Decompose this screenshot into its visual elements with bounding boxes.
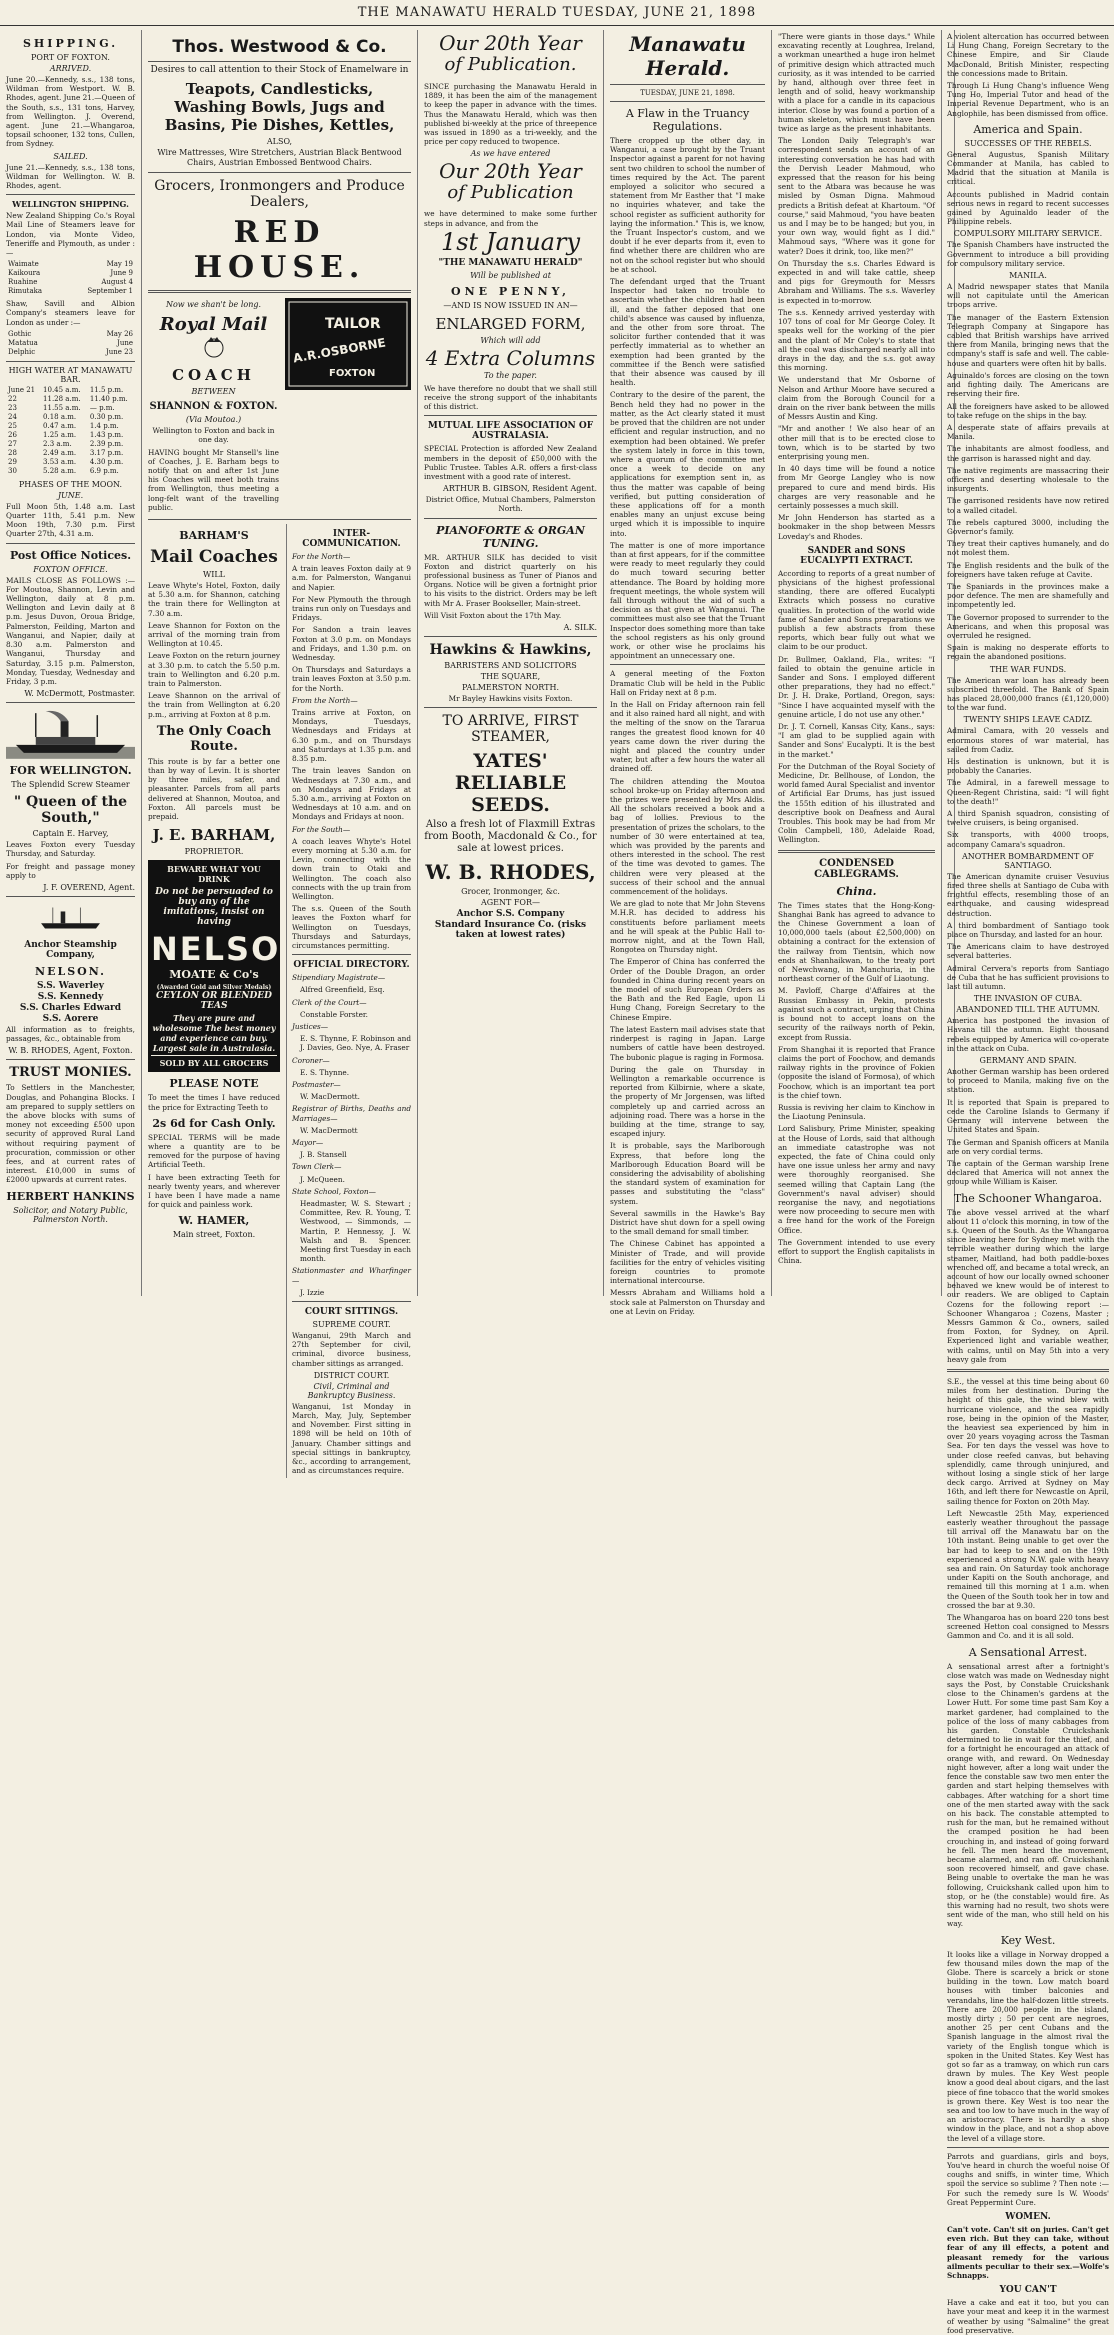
post-office-heading: Post Office Notices. xyxy=(9,548,132,562)
westwood-heading: Thos. Westwood & Co. xyxy=(172,37,387,57)
royal-mail-title: Royal Mail xyxy=(159,314,268,336)
red-house-title: RED HOUSE. xyxy=(193,215,366,286)
steamer-illustration xyxy=(6,707,135,759)
sander-heading: SANDER and SONS EUCALYPTI EXTRACT. xyxy=(800,545,913,566)
wb-rhodes-title: W. B. RHODES, xyxy=(425,860,596,885)
queen-of-south-title: " Queen of the South," xyxy=(13,794,128,827)
svg-text:FOXTON: FOXTON xyxy=(329,368,376,380)
high-water-table: June 21 10.45 a.m. 11.5 p.m. 22 11.28 a.m. 11.40 p.m. 23 11.55 a.m. — p.m. 24 0.18 a.m. 0.30 p.m. 25 0.47 a.m. 1.4 p.m. 26 1.25 a.m. 1.43 p.m. 27 2.3 a.m. 2.39 p.m. 28 2.49 a.m. 3.17 p.m. 29 3.53 a.m. 4.30 p.m. 30 5.28 a.m. 6.9 p.m. xyxy=(8,385,128,475)
svg-text:A.R.OSBORNE: A.R.OSBORNE xyxy=(291,335,387,366)
svg-text:TAILOR: TAILOR xyxy=(325,316,381,333)
shaw-ships-table: Gothic May 26 Matatua June Delphic June 23 xyxy=(8,329,133,356)
column-news: "There were giants in those days." While excavating recently at Loughrea, Ireland, a workman unearthed a huge iron helmet of primitive design which attracted much curiosity, as it was intended to be carried by hand, although over three feet in length and of solid, heavy workmanship with a place for a candle in its capacious interior. Close by was found a portion of a human skeleton, which must have been twice as large as the present inhabitants. The London Daily Telegraph's war correspondent sends an account of an interesting conversation he has had with the Dervish Leader Mahmoud, who expressed that the reason for his being sent to the Atbara was because he was misled by Osman Digna. Mahmoud predicts a British defeat at Khartoum. "Of course," said Mahmoud, "you have beaten us and I may be to be hanged; but you, in your own way, would fight as I did." Mahmoud says, "Where was it gone for water? Does it drink, too, like men?" On Thursday the s.s. Charles Edward is expected in and will take cattle, sheep and pigs for Greymouth for Messrs Abraham and Williams. The s.s. Waverley is expected in to-morrow. The s.s. Kennedy arrived yesterday with 107 tons of coal for Mr George Coley. It speaks well for the working of the pier and the plant of Mr Coley's to state that all the coal was discharged nearly all into drays in the day, and the s.s. got away this morning. We understand that Mr Osborne of Nelson and Arthur Moore have secured a claim from the Borough Council for a drain on the river bank between the mills of Messrs Austin and King. "Mr and another ! We also hear of an other mill that is to be erected close to town, which is to be started by two enterprising young men. In 40 days time will be found a notice from Mr George Langley who is now prepared to cure and mend birds. His charges are very reasonable and he certainly possesses a much skill. Mr John Henderson has started as a bookmaker in the shop between Messrs Loveday's and Rhodes. SANDER and SONS EUCALYPTI EXTRACT. According to reports of a great number of physicians of the highest professional standing, there are offered Eucalypti Extracts which possess no curative qualities. In protection of the world wide fame of Sander and Sons preparations we publish a few abstracts from these reports, which bear fully out what we claim to be our product. Dr. Bullmer, Oakland, Fla., writes: "I failed to obtain the genuine article in Sander and Sons. I employed different other preparations, they had no effect." Dr. J. H. Drake, Portland, Oregon, says: "Since I have acquainted myself with the genuine article, I do not use any other." Dr. J. T. Cornell, Kansas City, Kans., says: "I am glad to be supplied again with Sander and Sons' Eucalypti. It is the best in the market." For the Dutchman of the Royal Society of Medicine, Dr. Bellhouse, of London, the world famed Aural Specialist and inventor of Artificial Ear Drums, has just issued the 155th edition of his illustrated and descriptive book on Deafness and Aural Troubles. This book may be had from Mr Colin Campbell, 180, Adelaide Road, Wellington. CONDENSED CABLEGRAMS. China. The Times states that the Hong-Kong-Shanghai Bank has agreed to advance to the Chinese Government a loan of 10,000,000 taels (about £2,500,000) on obtaining a contract for the extension of the railway from Tientsin, which now ends at Shanhaikwan, to the treaty port of Newchwang, in Manchuria, in the northeast corner of the Gulf of Liaotung. M. Pavloff, Charge d'Affaires at the Russian Embassy in Pekin, protests against such a contract, urging that China is bound not to accept loans on the security of the railways north of Pekin, except from Russia. From Shanghai it is reported that France claims the port of Foochow, and demands railway rights in the province of Fokien (opposite the island of Formosa), of which Foochow, which is an important tea port is the chief town. Russia is reviving her claim to Kinchow in the Liaotung Peninsula. Lord Salisbury, Prime Minister, speaking at the House of Lords, said that although an immediate catastrophe was not expected, the fate of China could only have one issue unless her army and navy were thoroughly reorganised. She seemed willing that Captain Lang (the Government's naval adviser) should reorganise the navy, and negotiations were now proceeding to secure men with a free hand for the work of the Foreign Office. The Government intended to use every effort to support the English capitalists in China. xyxy=(772,30,942,1296)
nelson-moate-tea-ad: BEWARE WHAT YOU DRINK Do not be persuaded to buy any of the imitations, insist on having NELSON MOATE & Co's (Awarded Gold and Silver Medals) CEYLON OR BLENDED TEAS They are pure and wholesome The best money and experience can buy. Largest sale in Australasia. SOLD BY ALL GROCERS xyxy=(148,860,280,1072)
masthead: THE MANAWATU HERALD TUESDAY, JUNE 21, 1898 xyxy=(0,0,1114,26)
column-six: A violent altercation has occurred between Li Hung Chang, Foreign Secretary to the Chinese Empire, and Sir Claude MacDonald, British Minister, respecting the concessions made to Britain. Through Li Hung Chang's influence Weng Tung Ho, Imperial Tutor and head of the Imperial Revenue Department, who is an Anglophile, has been dismissed from office. America and Spain. SUCCESSES OF THE REBELS. General Augustus, Spanish Military Commander at Manila, has cabled to Madrid that the situation at Manila is critical. Accounts published in Madrid contain serious news in regard to recent successes gained by Aguinaldo leader of the Philippine rebels. COMPULSORY MILITARY SERVICE. The Spanish Chambers have instructed the Government to introduce a bill providing for compulsory military service. MANILA. A Madrid newspaper states that Manila will not capitulate until the American troops arrive. The manager of the Eastern Extension Telegraph Company at Singapore has cabled that British warships have arrived there from Manila, bringing news that the company's staff is safe and well. The cable-house and quarters were often hit by balls. Aguinaldo's forces are closing on the town and fighting daily. The Americans are reserving their fire. All the foreigners have asked to be allowed to take refuge on the ships in the bay. A desperate state of affairs prevails at Manila. The inhabitants are almost foodless, and the garrison is harassed night and day. The native regiments are massacring their officers and deserting wholesale to the insurgents. The garrisoned residents have now retired to a walled citadel. The rebels captured 3000, including the Governor's family. They treat their captives humanely, and do not molest them. The English residents and the bulk of the foreigners have taken refuge at Cavite. The Spaniards in the provinces make a poor defence. The men are shamefully and incompetently led. The Governor proposed to surrender to the Americans, and when this proposal was overruled he resigned. Spain is making no desperate efforts to regain the abandoned positions. THE WAR FUNDS. The American war loan has already been subscribed threefold. The Bank of Spain has placed 28,000,000 francs (£1,120,000) to the war fund. TWENTY SHIPS LEAVE CADIZ. Admiral Camara, with 20 vessels and enormous stores of war material, has sailed from Cadiz. His destination is unknown, but it is probably the Canaries. The Admiral, in a farewell message to Queen-Regent Christina, said: "I will fight to the death!" A third Spanish squadron, consisting of twelve cruisers, is being organised. Six transports, with 4000 troops, accompany Camara's squadron. ANOTHER BOMBARDMENT OF SANTIAGO. The American dynamite cruiser Vesuvius fired three shells at Santiago de Cuba with frightful effects, resembling those of an earthquake, and causing widespread destruction. A third bombardment of Santiago took place on Thursday, and lasted for an hour. The Americans claim to have destroyed several batteries. Admiral Cervera's reports from Santiago de Cuba that he has sufficient provisions to last till autumn. THE INVASION OF CUBA. ABANDONED TILL THE AUTUMN. America has postponed the invasion of Havana till the autumn. Eight thousand rebels equipped by America will co-operate in the attack on Cuba. GERMANY AND SPAIN. Another German warship has been ordered to proceed to Manila, making five on the station. It is reported that Spain is prepared to cede the Caroline Islands to Germany if Germany will intervene between the United States and Spain. The German and Spanish officers at Manila are on very cordial terms. The captain of the German warship Irene declared that America will not annex the group while William is Kaiser. The Schooner Whangaroa. The above vessel arrived at the wharf about 11 o'clock this morning, in tow of the s.s. Queen of the South. As the Whangaroa since leaving here for Sydney met with the terrible weather during which the large steamer, Maitland, had both paddle-boxes wrenched off, and became a total wreck, an account of how our locally owned schooner behaved we knew would be of interest to our readers. We are obliged to Captain Cozens for the following report :— Schooner Whangaroa ; Cozens, Master ; Messrs Gammon & Co., owners, sailed from Foxton, for Sydney, on April. Experienced light and variable weather, with calms, until on May 5th into a very heavy gale from S.E., the vessel at this time being about 60 miles from her destination. During the height of this gale, the wind blew with hurricane violence, and the sea rapidly rose, being in the opinion of the Master, the heaviest sea experienced by him in over 20 years voyaging across the Tasman Sea. For ten days the vessel was hove to under close reefed canvas, but behaving splendidly, came through uninjured, and without losing a single stick of her large deck cargo. Arrived at Sydney on May 16th, and left there for Newcastle on April, sailing thence for Foxton on 20th May. Left Newcastle 25th May, experienced easterly weather throughout the passage till arrival off the Manawatu bar on the 10th instant. Being unable to get over the bar had to keep to sea and on the 19th experienced a strong N.W. gale with heavy sea and rain. On Saturday took anchorage under Kapiti on the South anchorage, and remained till this morning at 1 a.m. when the Queen of the South took her in tow and crossed the bar at 9.30. The Whangaroa has on board 220 tons best screened Hetton coal consigned to Messrs Gammon and Co. and it is all sold. A Sensational Arrest. A sensational arrest after a fortnight's close watch was made on Wednesday night says the Post, by Constable Cruickshank close to the Chinamen's gardens at the Lower Hutt. For some time past Sam Koy a market gardener, had complained to the police of the loss of many cabbages from his garden. Constable Cruickshank determined to lie in wait for the thief, and for a fortnight he encouraged an attack of orange with, and reward. On Wednesday night however, after a long wait under the fence the constable saw two men enter the garden and start helping themselves with cabbages. After watching for a short time one of the men started away with the sack on his back. The constable attempted to rush for the man, but he remained without the cramped position he had been crouching in, and instead of going forward he fell. The men heard the movement, became alarmed, and ran off. Cruickshank soon recovered himself, and gave chase. Being unable to overtake the man he was following, Cruickshank called upon him to stop, or he (the constable) would fire. As this warning had no result, two shots were sent wide of the man, who still held on his way. Key West. It looks like a village in Norway dropped a few thousand miles down the map of the Globe. There is scarcely a brick or stone building in the town. Low match board houses with timber balconies and verandahs, line the half-dozen little streets. There are 20,000 people in the island, mostly dirty ; 50 per cent are negroes, another 25 per cent Cubans and the Spanish language in the almost rival the variety of the English tongue which is spoken in the United States. Key West has got so far as a tramway, on which run cars drawn by mules. The Key West people know a good deal about cigars, and the last piece of fine tobacco that the world smokes is grown there. Key West is too near the sea and too low to have much in the way of an aristocracy. There is hardly a shop window in the place, and not a shop above the level of a village store. Parrots and guardians, girls and boys, You've heard in church the woeful noise Of coughs and sniffs, in winter time, Which spoil the service so sublime ? Then note :—For such the remedy sure Is W. Woods' Great Peppermint Cure. WOMEN. Can't vote. Can't sit on juries. Can't get even rich. But they can take, without fear of any ill effects, a potent and pleasant remedy for the various ailments peculiar to their sex.—Wolfe's Schnapps. YOU CAN'T Have a cake and eat it too, but you can have your meat and keep it in the warmest of weather by using "Salmaline" the great food preservative. xyxy=(947,32,1110,2335)
tailor-ad xyxy=(285,298,411,515)
trust-monies-heading: TRUST MONIES. xyxy=(9,1065,132,1081)
pianoforte-heading: PIANOFORTE & ORGAN TUNING. xyxy=(436,523,585,550)
high-water-heading: HIGH WATER AT MANAWATU BAR. xyxy=(8,365,133,384)
our-20th-year-heading: Our 20th Year xyxy=(439,31,582,55)
royal-crest-icon xyxy=(199,335,229,361)
tailor-osborne-ad-image xyxy=(285,298,411,390)
column-shipping: SHIPPING. PORT OF FOXTON. ARRIVED. June 20.—Kennedy, s.s., 138 tons, Wildman from Westport. W. B. Rhodes, agent. June 21.—Queen of the South, s.s., 131 tons, Harvey, from Wellington. J. Overend, agent. June 21.—Whangaroa, topsail schooner, 132 tons, Cullen, from Sydney. SAILED. June 21.—Kennedy, s.s., 138 tons, Wildman for Wellington. W. B. Rhodes, agent. WELLINGTON SHIPPING. New Zealand Shipping Co.'s Royal Mail Line of Steamers leave for London, via Monte Video, Teneriffe and Plymouth, as under :— Waimate May 19 Kaikoura June 9 Ruahine August 4 Rimutaka September 1 Shaw, Savill and Albion Company's steamers leave for London as under :— Gothic May 26 Matatua June Delphic June 23 HIGH WATER AT MANAWATU BAR. June 21 10.45 a.m. 11.5 p.m. 22 11.28 a.m. 11.40 p.m. 23 11.55 a.m. — p.m. 24 0.18 a.m. 0.30 p.m. 25 0.47 a.m. 1.4 p.m. 26 1.25 a.m. 1.43 p.m. 27 2.3 a.m. 2.39 p.m. 28 2.49 a.m. 3.17 p.m. 29 3.53 a.m. 4.30 p.m. 30 5.28 a.m. 6.9 p.m. PHASES OF THE MOON. JUNE. Full Moon 5th, 1.48 a.m. Last Quarter 11th, 5.41 p.m. New Moon 19th, 7.30 p.m. First Quarter 27th, 4.31 a.m. Post Office Notices. FOXTON OFFICE. MAILS CLOSE AS FOLLOWS :— For Moutoa, Shannon, Levin and Wellington, daily at 8 p.m. Wellington and Levin daily at 8 p.m. Jesus Duvon, Oroua Bridge, Palmerston, Feilding, Marton and Wanganui, and Napier, daily at 8.30 a.m. Palmerston and Wanganui, Thursday and Saturday, 3.15 p.m. Palmerston, Monday, Tuesday, Wednesday and Friday, 3 p.m. W. McDermott, Postmaster. FOR WELLINGTON. The Splendid Screw Steamer " Queen of the South," Captain E. Harvey, Leaves Foxton every Tuesday Thursday, and Saturday. For freight and passage money apply to J. F. OVEREND, Agent. Anchor Steamship Company, NELSON. S.S. Waverley S.S. Kennedy S.S. Charles Edward S.S. Aorere All information as to freights, passages, &c., obtainable from W. B. RHODES, Agent, Foxton. TRUST MONIES. To Settlers in the Manchester, Douglas, and Pohangina Blocks. I am prepared to supply settlers on the above blocks with sums of money not exceeding £500 upon security of approved Rural Land without requiring payment of procuration, commission or other fees, and at current rates of interest. £10,000 in sums of £2000 upwards at current rates. HERBERT HANKINS Solicitor, and Notary Public, Palmerston North. xyxy=(0,30,142,1296)
herald-nameplate: Manawatu Herald. xyxy=(629,32,746,80)
truancy-heading: A Flaw in the Truancy Regulations. xyxy=(625,107,750,133)
america-spain-heading: America and Spain. xyxy=(973,122,1083,136)
nz-ships-table: Waimate May 19 Kaikoura June 9 Ruahine August 4 Rimutaka September 1 xyxy=(8,260,133,296)
cablegrams-heading: CONDENSED CABLEGRAMS. xyxy=(814,857,899,880)
sensational-arrest-heading: A Sensational Arrest. xyxy=(968,1645,1088,1659)
court-sittings-heading: COURT SITTINGS. xyxy=(304,1307,399,1318)
anchor-ship-illustration xyxy=(6,901,135,935)
yates-seeds-title: YATES' RELIABLE SEEDS. xyxy=(454,750,567,817)
official-directory-heading: OFFICIAL DIRECTORY. xyxy=(293,960,410,971)
column-herald-notices: Our 20th Year of Publication. SINCE purchasing the Manawatu Herald in 1889, it has been the aim of the management to keep the paper in advance with the times. Thus the Manawatu Herald, which was then published bi-weekly at the price of threepence was issued in 1890 as a tri-weekly, and the price per copy reduced to twopence. As we have entered Our 20th Year of Publication we have determined to make some further steps in advance, and from the 1st January "THE MANAWATU HERALD" Will be published at ONE PENNY, —AND IS NOW ISSUED IN AN— ENLARGED FORM, Which will add 4 Extra Columns To the paper. We have therefore no doubt that we shall still receive the strong support of the inhabitants of this district. MUTUAL LIFE ASSOCIATION OF AUSTRALASIA. SPECIAL Protection is afforded New Zealand members in the deposit of £50,000 with the Public Trustee. Tables A.R. offers a first-class investment with a good rate of interest. ARTHUR B. GIBSON, Resident Agent. District Office, Mutual Chambers, Palmerston North. PIANOFORTE & ORGAN TUNING. MR. ARTHUR SILK has decided to visit Foxton and district quarterly on his professional business as Tuner of Pianos and Organs. Notice will be given a fortnight prior to his visits to the district. Orders may be left with Mr A. Fraser Bookseller, Main-street. Will Visit Foxton about the 17th May. A. SILK. Hawkins & Hawkins, BARRISTERS AND SOLICITORS THE SQUARE, PALMERSTON NORTH. Mr Bayley Hawkins visits Foxton. TO ARRIVE, FIRST STEAMER, YATES' RELIABLE SEEDS. Also a fresh lot of Flaxmill Extras from Booth, Macdonald & Co., for sale at lowest prices. W. B. RHODES, Grocer, Ironmonger, &c. AGENT FOR— Anchor S.S. Company Standard Insurance Co. (risks taken at lowest rates) xyxy=(418,30,604,1296)
column-advertisements: Thos. Westwood & Co. Desires to call attention to their Stock of Enamelware in Teapots, Candlesticks, Washing Bowls, Jugs and Basins, Pie Dishes, Kettles, ALSO, Wire Mattresses, Wire Stretchers, Austrian Black Bentwood Chairs, Austrian Embossed Bentwood Chairs. Grocers, Ironmongers and Produce Dealers, RED HOUSE. Now we shan't be long. Royal Mail COACH BETWEEN SHANNON & FOXTON. (Via Moutoa.) Wellington to Foxton and back in one day. HAVING bought Mr Stansell's line of Coaches, J. E. Barham begs to notify that on and after 1st June his Coaches will meet both trains from Wellington, thus meeting a long-felt want of the travelling public. TAILOR A.R.OSBORNE FOXTON BARHAM'S Mail Coaches WILL Leave Whyte's Hotel, Foxton, daily at 5.30 a.m. for Shannon, catching the train there for Wellington at 7.30 a.m. Leave Shannon for Foxton on the arrival of the morning train from Wellington at 10.45. Leave Foxton on the return journey at 3.30 p.m. to catch the 5.50 p.m. train to Wellington and 6.20 p.m. train to Palmerston. Leave Shannon on the arrival of the train from Wellington at 6.20 p.m., arriving at Foxton at 8 p.m. The Only Coach Route. This route is by far a better one than by way of Levin. It is shorter by three miles, safer, and pleasanter. Parcels from all parts delivered at Shannon, Moutoa, and Foxton. All parcels must be prepaid. J. E. BARHAM, PROPRIETOR. BEWARE WHAT YOU DRINK Do not be persuaded to buy any of the imitations, insist on having NELSON MOATE & Co's (Awarded Gold and Silver Medals) CEYLON OR BLENDED TEAS They are pure and wholesome The best money and experience can buy. Largest sale in Australasia. SOLD BY ALL GROCERS PLEASE NOTE To meet the times I have reduced the price for Extracting Teeth to 2s 6d for Cash Only. SPECIAL TERMS will be made where a quantity are to be removed for the purpose of having Artificial Teeth. I have been extracting Teeth for nearly twenty years, and wherever I have been I have made a name for quick and painless work. W. HAMER, Main street, Foxton. INTER-COMMUNICATION. For the North— A train leaves Foxton daily at 9 a.m. for Palmerston, Wanganui and Napier. For New Plymouth the through trains run only on Tuesdays and Fridays. For Sandon a train leaves Foxton at 3.0 p.m. on Mondays and Fridays, and 1.30 p.m. on Wednesday. On Thursdays and Saturdays a train leaves Foxton at 3.50 p.m. for the North. From the North— Trains arrive at Foxton, on Mondays, Tuesdays, Wednesdays and Fridays at 6.30 p.m., and on Thursdays and Saturdays at 1.35 p.m. and 8.35 p.m. The train leaves Sandon on Wednesdays at 7.30 a.m., and on Mondays and Fridays at 5.30 a.m., arriving at Foxton on Wednesdays at 10 a.m. and on Mondays and Fridays at noon. For the South— A coach leaves Whyte's Hotel every morning at 5.30 a.m. for Levin, connecting with the down train to Otaki and Wellington. The coach also connects with the up train from Wellington. The s.s. Queen of the South leaves the Foxton wharf for Wellington on Tuesdays, Thursdays and Saturdays, circumstances permitting. OFFICIAL DIRECTORY. Stipendiary Magistrate— Alfred Greenfield, Esq. Clerk of the Court— Constable Forster. Justices— E. S. Thynne, F. Robinson and J. Davies, Geo. Nye, A. Fraser Coroner— E. S. Thynne. Postmaster— W. MacDermott. Registrar of Births, Deaths and Marriages— W. MacDermott Mayor— J. B. Stansell Town Clerk— J. McQueen. State School, Foxton— Headmaster, W. S. Stewart ; Committee, Rev. R. Young, T. Westwood, — Simmonds, — Martin, P. Hennessy, J. W. Walsh and B. Spencer. Meeting first Tuesday in each month. Stationmaster and Wharfinger— J. Izzie COURT SITTINGS. SUPREME COURT. Wanganui, 29th March and 27th September for civil, criminal, divorce business, chamber sittings as arranged. DISTRICT COURT. Civil, Criminal and Bankruptcy Business. Wanganui, 1st Monday in March, May, July, September and November. First sitting in 1898 will be held on 10th of January. Chamber sittings and special sittings in bankruptcy, &c., according to arrangement, and as circumstances require. xyxy=(142,30,418,1296)
shipping-heading: SHIPPING. xyxy=(22,37,119,50)
key-west-heading: Key West. xyxy=(1000,1933,1056,1947)
hawkins-heading: Hawkins & Hawkins, xyxy=(429,642,592,659)
column-editorial: Manawatu Herald. TUESDAY, JUNE 21, 1898. A Flaw in the Truancy Regulations. There cropped up the other day, in Wanganui, a case brought by the Truant Inspector against a parent for not having sent two children to school the number of times required by the Act. The parent employed a solicitor who secured a statement from Mr Easther that "I make no inquiries whatever, and take the school register as sufficient authority for laying the information." This is, we know, the Truant Inspector's custom, and we doubt if he ever departs from it, even to find whether there are children who are not on the school register but who should be at school. The defendant urged that the Truant Inspector had taken no trouble to ascertain whether the children had been ill, and the father deposed that one child's absence was caused by influenza, and the other from sore throat. The solicitor further contended that it was perfectly immaterial as to whether an exemption had been granted by the committee if the Bench were satisfied that their absence was caused by ill health. Contrary to the desire of the parent, the Bench held they had no power in the matter, as the Act clearly stated it must be proved that the children are not under efficient and regular instruction, and no exemption had been obtained. We prefer the system lately in force in this town, where a quorum of the committee met once a week to decide on any applications for exemption sent in, as thus the matter was capable of being verified, but putting consideration of these applications off for a month enables many an unjust excuse being urged which it is impossible to inquire into. The matter is one of more importance than at first appears, for if the committee were ready to meet regularly they could do much toward securing better attendance. The Board by holding more frequent meetings, the whole system will fall through without the aid of such a decision as that given at Wanganui. The committees must also see that the Truant Inspector does something more than take the school registers as his only ground work, or other wise he proclaims his appointment an unnecessary one. A general meeting of the Foxton Dramatic Club will be held in the Public Hall on Friday next at 8 p.m. In the Hall on Friday afternoon rain fell and it also rained hard all night, and with the melting of the snow on the Tararua ranges the greatest flood known for 40 years came down the river during the night and placed the country under water, but after a few hours the water all drained off. The children attending the Moutoa school broke-up on Friday afternoon and the prizes were presented by Mrs Aldis. All the scholars received a book and a bag of lollies. Previous to the presentation of prizes the scholars, to the number of 30 were entertained at tea, which was provided by the parents and others interested in the school. The rest of the time was devoted to games. The children were very pleased at the success of their school and the annual commencement of the holidays. We are glad to note that Mr John Stevens M.H.R. has decided to address his constituents before parliament meets and he will speak at the Public Hall to-morrow night, and at the Town Hall, Rongotea on Thursday night. The Emperor of China has conferred the Order of the Double Dragon, an order founded in China during recent years on the model of such European Orders as the Bath and the Red Eagle, upon Li Hung Chang, Foreign Secretary to the Chinese Empire. The latest Eastern mail advises state that rinderpest is raging in Japan. Large numbers of cattle have been destroyed. The bubonic plague is raging in Formosa. During the gale on Thursday in Wellington a remarkable occurrence is reported from Kilbirnie, where a skate, the property of Mr Jorgensen, was lifted completely up and carried across an adjoining road. There was a horse in the building at the time, strange to say, escaped injury. It is probable, says the Marlborough Express, that before long the Marlborough Education Board will be considering the advisability of abolishing the standard system of examination for passes and substituting the "class" system. Several sawmills in the Hawke's Bay District have shut down for a spell owing to the small demand for small timber. The Chinese Cabinet has appointed a Minister of Trade, and will provide facilities for the entry of vehicles visiting foreign countries to promote international intercourse. Messrs Abraham and Williams hold a stock sale at Palmerston on Thursday and one at Levin on Friday. xyxy=(604,30,772,1296)
mail-coaches-title: Mail Coaches xyxy=(150,547,278,568)
wellington-shipping-heading: WELLINGTON SHIPPING. xyxy=(12,199,129,210)
